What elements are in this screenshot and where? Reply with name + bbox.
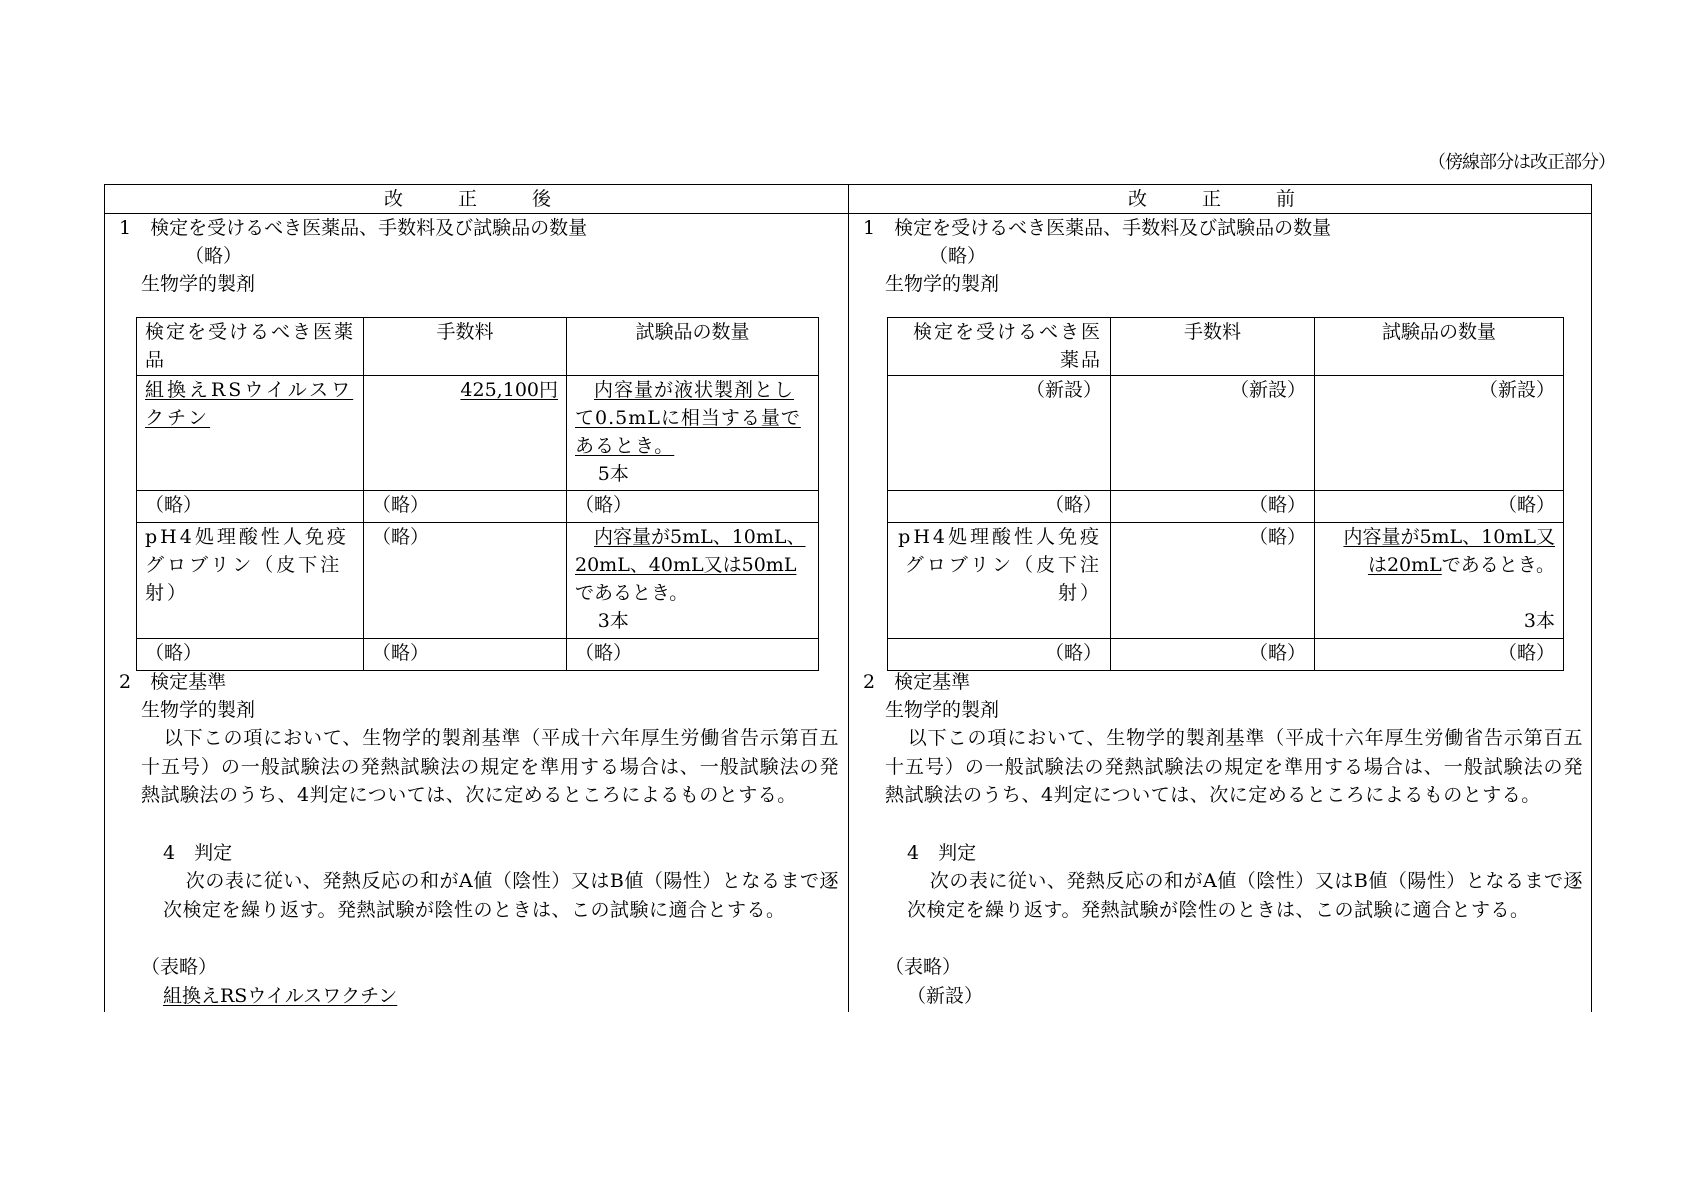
drug-name: （新設） [888, 376, 1111, 491]
table-row [888, 639, 1564, 671]
fee-value: （略） [364, 491, 567, 523]
qty-text-b: 20mL、40mL又は50mL [575, 554, 797, 576]
col-header-qty: 試験品の数量 [567, 318, 819, 376]
paragraph-1: 以下この項において、生物学的製剤基準（平成十六年厚生労働省告示第百五十五号）の一般試験法の発熱試験法の規定を準用する場合は、一般試験法の発熱試験法のうち、4判定については、次に定めるところによるものとする。 [141, 727, 839, 806]
qty-text: （略） [1315, 491, 1564, 523]
table-row [888, 376, 1564, 491]
bio-label: 生物学的製剤 [141, 273, 256, 295]
bio-label: 生物学的製剤 [885, 273, 1000, 295]
qty-text-a: 内容量が5mL、10mL、 [594, 526, 806, 548]
fee-value: （略） [1111, 491, 1315, 523]
comparison-table [104, 184, 1592, 1012]
drug-name: （略） [888, 639, 1111, 671]
qty-text-a: 内容量が5mL、10mL又 [1343, 526, 1555, 548]
paragraph-2: 次の表に従い、発熱反応の和がA値（陰性）又はB値（陽性）となるまで逐次検定を繰り返す。発熱試験が陰性のときは、この試験に適合とする。 [163, 870, 839, 921]
judge-title: 4 判定 [907, 842, 977, 864]
qty-text: （新設） [1315, 376, 1564, 491]
drug-name: pH4処理酸性人免疫グロブリン（皮下注射） [137, 523, 364, 639]
bio-label-2: 生物学的製剤 [885, 699, 1000, 721]
fee-value: （略） [1111, 523, 1315, 639]
table-row [137, 523, 819, 639]
table-omitted: （表略） [141, 956, 218, 978]
qty-text-a-lead [1324, 526, 1343, 548]
omitted-note: （略） [185, 245, 243, 267]
qty-text-a-lead [575, 526, 594, 548]
qty-text: （略） [1315, 639, 1564, 671]
col-header-qty: 試験品の数量 [1315, 318, 1564, 376]
qty-count: 5本 [597, 463, 629, 485]
fee-value: （略） [1111, 639, 1315, 671]
underline-note: （傍線部分は改正部分） [1428, 152, 1615, 173]
before-column [849, 214, 1592, 1014]
fee-value: （略） [364, 523, 567, 639]
drug-name: pH4処理酸性人免疫グロブリン（皮下注射） [888, 523, 1111, 639]
drug-name: （略） [137, 639, 364, 671]
drug-name: 組換えRSウイルスワクチン [145, 379, 354, 429]
qty-text-b: は20mL [1367, 554, 1442, 576]
paragraph-2: 次の表に従い、発熱反応の和がA値（陰性）又はB値（陽性）となるまで逐次検定を繰り返す。発熱試験が陰性のときは、この試験に適合とする。 [907, 870, 1583, 921]
omitted-note: （略） [929, 245, 987, 267]
bio-label-2: 生物学的製剤 [141, 699, 256, 721]
table-omitted: （表略） [885, 956, 962, 978]
qty-count: 3本 [597, 610, 629, 632]
col-header-drug: 検定を受けるべき医薬品 [137, 318, 364, 376]
drug-name: （略） [888, 491, 1111, 523]
table-row [137, 491, 819, 523]
col-header-drug: 検定を受けるべき医薬品 [888, 318, 1111, 376]
qty-text: （略） [567, 491, 819, 523]
after-column [105, 214, 848, 1014]
table-row [888, 491, 1564, 523]
header-before: 改 正 前 [1127, 188, 1313, 210]
col-header-fee: 手数料 [364, 318, 567, 376]
qty-text: （略） [567, 639, 819, 671]
qty-count: 3本 [1523, 610, 1555, 632]
paragraph-1: 以下この項において、生物学的製剤基準（平成十六年厚生労働省告示第百五十五号）の一般試験法の発熱試験法の規定を準用する場合は、一般試験法の発熱試験法のうち、4判定については、次に定めるところによるものとする。 [885, 727, 1583, 806]
fee-table [136, 317, 819, 671]
table-row [137, 639, 819, 671]
header-after: 改 正 後 [383, 188, 569, 210]
new-item: 組換えRSウイルスワクチン [163, 985, 398, 1007]
qty-text: 内容量が液状製剤として0.5mLに相当する量であるとき。 [575, 379, 801, 457]
table-row [137, 376, 819, 491]
fee-table [887, 317, 1564, 671]
section1-title: 1 検定を受けるべき医薬品、手数料及び試験品の数量 [863, 217, 1332, 239]
col-header-fee: 手数料 [1111, 318, 1315, 376]
qty-text-c: であるとき。 [575, 582, 689, 604]
new-item: （新設） [907, 985, 984, 1007]
table-row [888, 523, 1564, 639]
section2-title: 2 検定基準 [863, 671, 971, 693]
drug-name: （略） [137, 491, 364, 523]
fee-value: （略） [364, 639, 567, 671]
fee-value: （新設） [1111, 376, 1315, 491]
qty-text-c: であるとき。 [1441, 554, 1555, 576]
fee-value: 425,100円 [460, 379, 558, 401]
section2-title: 2 検定基準 [119, 671, 227, 693]
judge-title: 4 判定 [163, 842, 233, 864]
section1-title: 1 検定を受けるべき医薬品、手数料及び試験品の数量 [119, 217, 588, 239]
